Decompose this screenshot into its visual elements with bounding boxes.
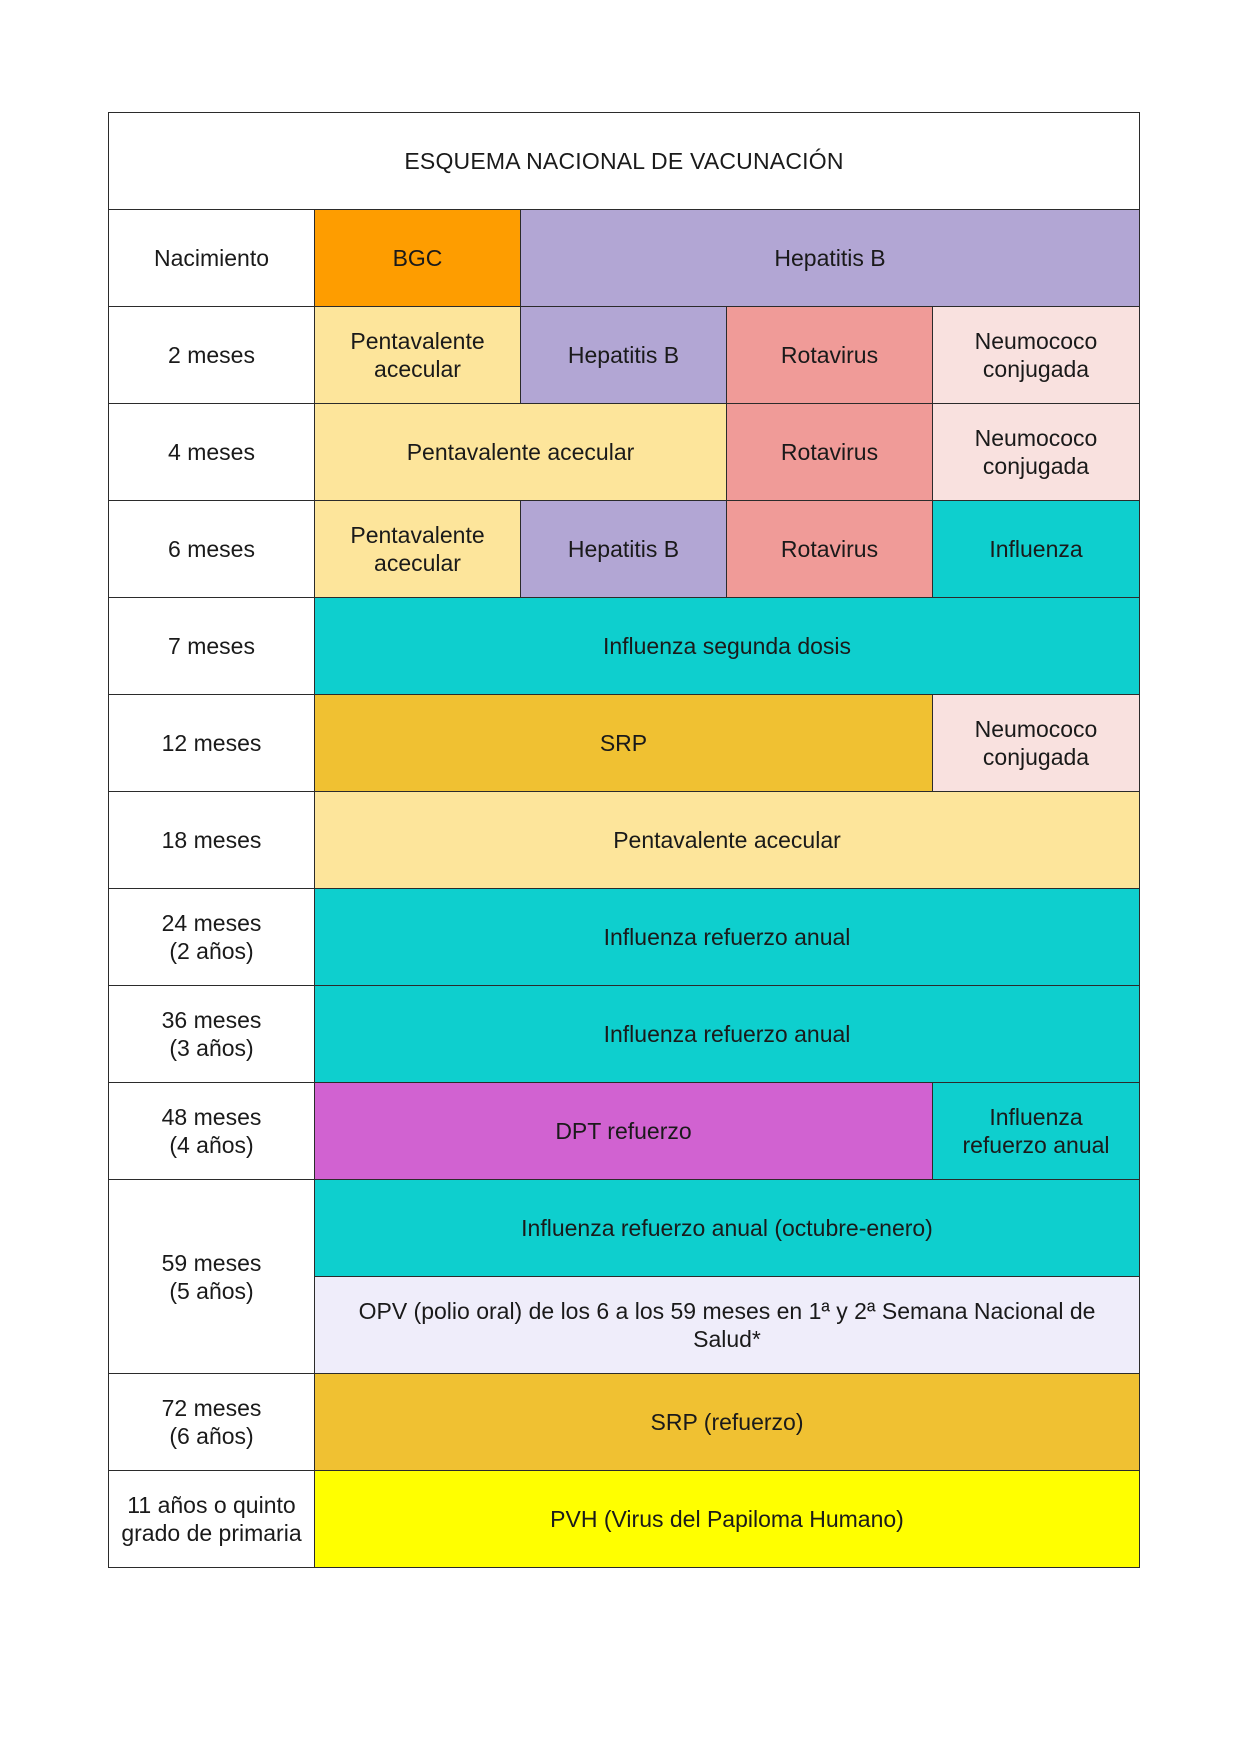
age-cell: Nacimiento: [109, 210, 315, 307]
vaccine-cell-srp: SRP: [315, 695, 933, 792]
vaccine-cell-influenza: Influenza refuerzo anual: [315, 889, 1140, 986]
vaccine-cell-rotavirus: Rotavirus: [727, 404, 933, 501]
table-row: [109, 598, 1140, 695]
table-row: [109, 986, 1140, 1083]
table-row: [109, 1180, 1140, 1277]
table-row: [109, 695, 1140, 792]
vaccine-cell-pentavalente: Pentavalente acecular: [315, 792, 1140, 889]
vaccine-cell-neumococo: Neumococo conjugada: [933, 307, 1140, 404]
vaccine-cell-rotavirus: Rotavirus: [727, 501, 933, 598]
age-cell: 59 meses (5 años): [109, 1180, 315, 1374]
table-title: ESQUEMA NACIONAL DE VACUNACIÓN: [109, 113, 1140, 210]
age-cell: 36 meses (3 años): [109, 986, 315, 1083]
age-cell: 72 meses (6 años): [109, 1374, 315, 1471]
vaccine-cell-pentavalente: Pentavalente acecular: [315, 307, 521, 404]
vaccine-cell-dpt: DPT refuerzo: [315, 1083, 933, 1180]
age-cell: 11 años o quinto grado de primaria: [109, 1471, 315, 1568]
vaccine-cell-hepatitis-b: Hepatitis B: [521, 307, 727, 404]
vaccine-cell-opv: OPV (polio oral) de los 6 a los 59 meses en 1ª y 2ª Semana Nacional de Salud*: [315, 1277, 1140, 1374]
age-cell: 18 meses: [109, 792, 315, 889]
age-cell: 7 meses: [109, 598, 315, 695]
age-cell: 6 meses: [109, 501, 315, 598]
vaccine-cell-rotavirus: Rotavirus: [727, 307, 933, 404]
table-row: [109, 210, 1140, 307]
table-row: [109, 307, 1140, 404]
age-cell: 4 meses: [109, 404, 315, 501]
vaccine-cell-influenza: Influenza: [933, 501, 1140, 598]
age-cell: 2 meses: [109, 307, 315, 404]
vaccination-schedule-table: [108, 112, 1140, 1568]
table-row: [109, 889, 1140, 986]
vaccine-cell-hepatitis-b: Hepatitis B: [521, 501, 727, 598]
vaccine-cell-influenza: Influenza refuerzo anual: [933, 1083, 1140, 1180]
table-row: [109, 404, 1140, 501]
age-cell: 24 meses (2 años): [109, 889, 315, 986]
vaccine-cell-influenza: Influenza segunda dosis: [315, 598, 1140, 695]
vaccine-cell-influenza: Influenza refuerzo anual (octubre-enero): [315, 1180, 1140, 1277]
vaccine-cell-srp: SRP (refuerzo): [315, 1374, 1140, 1471]
title-row: [109, 113, 1140, 210]
table-row: [109, 792, 1140, 889]
vaccine-cell-pentavalente: Pentavalente acecular: [315, 404, 727, 501]
table-row: [109, 1374, 1140, 1471]
vaccine-cell-pvh: PVH (Virus del Papiloma Humano): [315, 1471, 1140, 1568]
vaccine-cell-bgc: BGC: [315, 210, 521, 307]
age-cell: 12 meses: [109, 695, 315, 792]
table-row: [109, 501, 1140, 598]
table-row: [109, 1083, 1140, 1180]
age-cell: 48 meses (4 años): [109, 1083, 315, 1180]
vaccine-cell-neumococo: Neumococo conjugada: [933, 404, 1140, 501]
vaccine-cell-pentavalente: Pentavalente acecular: [315, 501, 521, 598]
vaccine-cell-hepatitis-b: Hepatitis B: [521, 210, 1140, 307]
vaccine-cell-neumococo: Neumococo conjugada: [933, 695, 1140, 792]
vaccine-cell-influenza: Influenza refuerzo anual: [315, 986, 1140, 1083]
table-row: [109, 1471, 1140, 1568]
